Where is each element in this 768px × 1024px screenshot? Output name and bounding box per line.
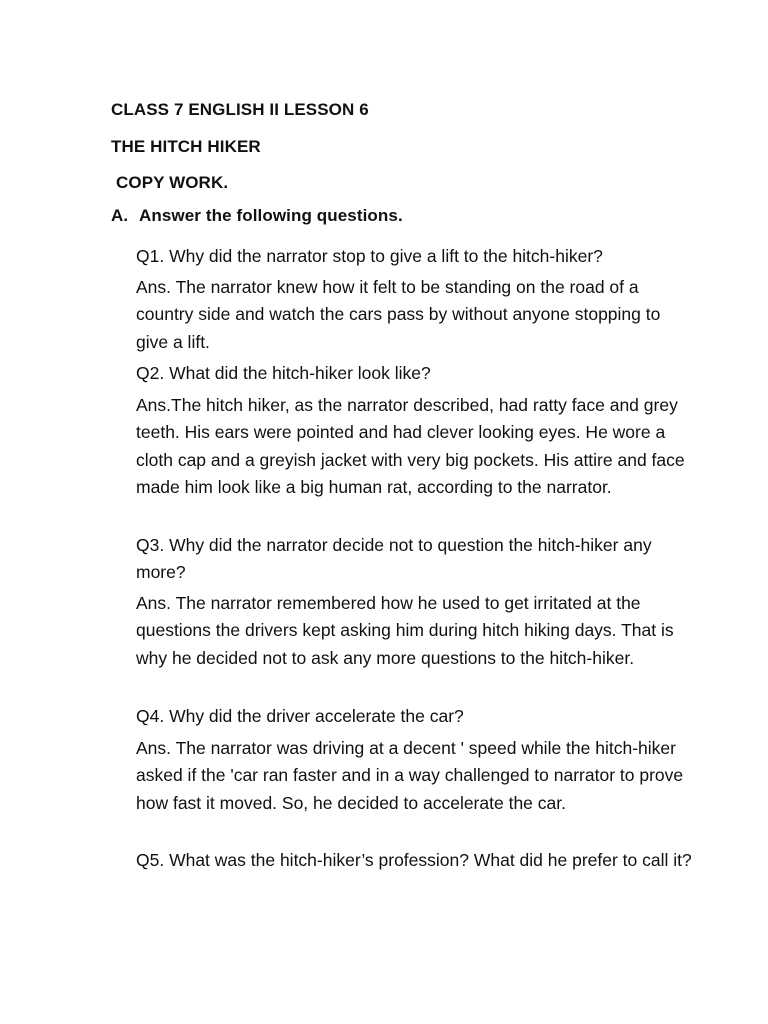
answer-2: Ans.The hitch hiker, as the narrator described, had ratty face and grey teeth. His ears were pointed and had clever looking eyes. He wore a cloth cap and a greyish jacket with very big pockets. His attire and face made him look like a big human rat, according to the narrator. xyxy=(136,395,685,497)
section-heading xyxy=(111,206,403,226)
question-4: Q4. Why did the driver accelerate the car? xyxy=(136,706,464,726)
class-lesson-heading: CLASS 7 ENGLISH II LESSON 6 xyxy=(111,100,369,119)
section-label: A. xyxy=(111,206,129,225)
section-title: Answer the following questions. xyxy=(139,206,403,225)
question-1: Q1. Why did the narrator stop to give a lift to the hitch-hiker? xyxy=(136,246,603,266)
copy-work-heading: COPY WORK. xyxy=(116,173,229,192)
question-5: Q5. What was the hitch-hiker’s profession? What did he prefer to call it? xyxy=(136,850,692,870)
question-3: Q3. Why did the narrator decide not to question the hitch-hiker any more? xyxy=(136,535,652,583)
answer-3: Ans. The narrator remembered how he used to get irritated at the questions the drivers kept asking him during hitch hiking days. That is why he decided not to ask any more questions to the hitch-hiker. xyxy=(136,593,674,668)
answer-1: Ans. The narrator knew how it felt to be standing on the road of a country side and watch the cars pass by without anyone stopping to give a lift. xyxy=(136,277,661,352)
question-2: Q2. What did the hitch-hiker look like? xyxy=(136,363,431,383)
lesson-title: THE HITCH HIKER xyxy=(111,137,261,156)
answer-4: Ans. The narrator was driving at a decent ' speed while the hitch-hiker asked if the 'car ran faster and in a way challenged to narrator to prove how fast it moved. So, he decided to accelerate the car. xyxy=(136,738,684,813)
